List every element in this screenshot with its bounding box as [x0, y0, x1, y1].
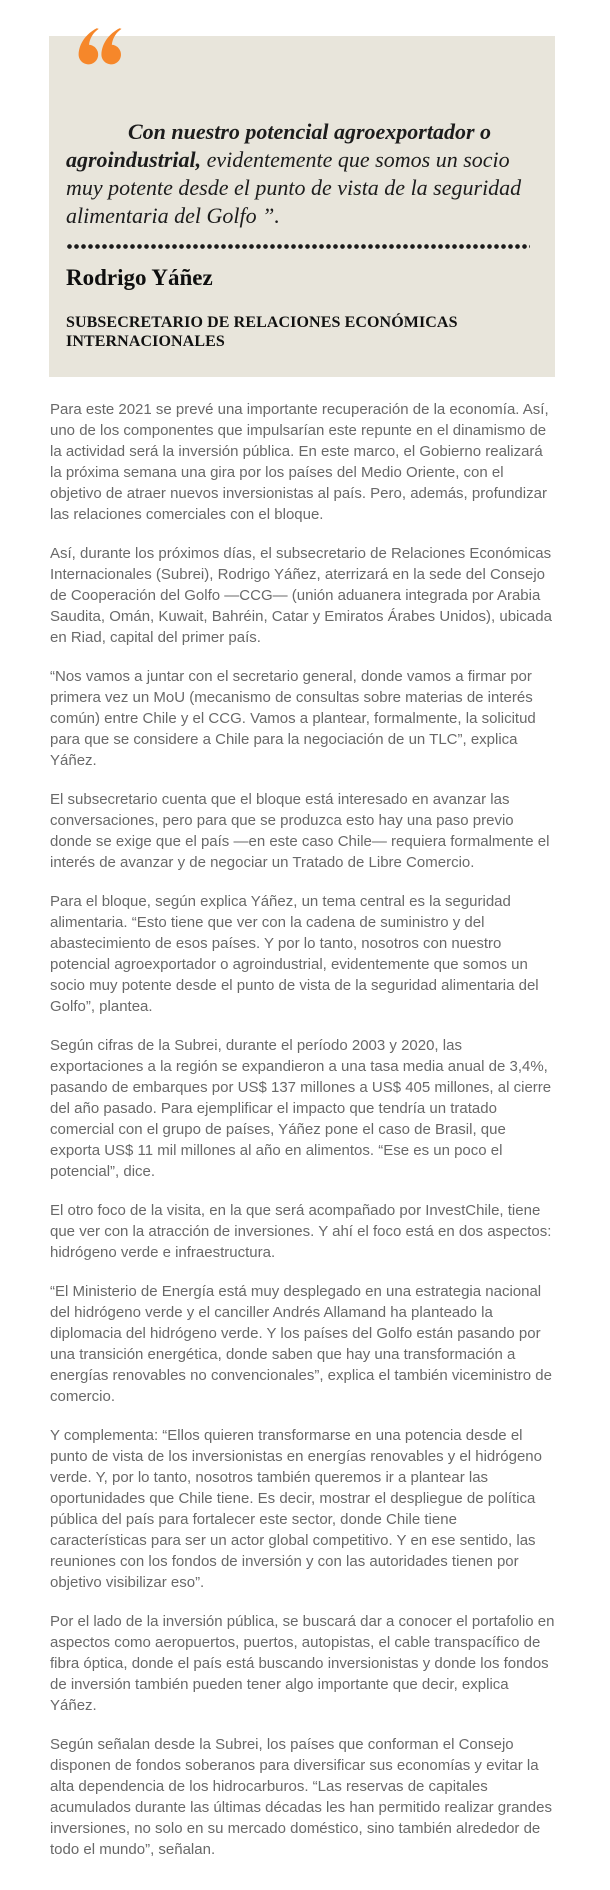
article-paragraph: Según cifras de la Subrei, durante el período 2003 y 2020, las exportaciones a la región se expandieron a una tasa media anual de 3,4%, pasando de embarques por US$ 137 millones a US$ 405 millones, al cierre del año pasado. Para ejemplificar el impacto que tendría un tratado comercial con el grupo de países, Yáñez pone el caso de Brasil, que exporta US$ 11 mil millones al año en alimentos. “Ese es un poco el potencial”, dice.	[50, 1037, 552, 1180]
article-paragraph: Y complementa: “Ellos quieren transformarse en una potencia desde el punto de vista de los inversionistas en energías renovables y el hidrógeno verde. Y, por lo tanto, nosotros también queremos ir a plantear las oportunidades que Chile tiene. Es decir, mostrar el despliegue de política pública del país para fortalecer este sector, donde Chile tiene características para ser un actor global competitivo. Y en ese sentido, las reuniones con los fondos de inversión y con las autoridades tienen por objetivo visibilizar eso”.	[50, 1427, 542, 1591]
article-paragraph: Por el lado de la inversión pública, se buscará dar a conocer el portafolio en aspectos como aeropuertos, puertos, autopistas, el cable transpacífico de fibra óptica, donde el país está buscando inversionistas y donde los fondos de inversión también pueden tener algo importante que decir, explica Yáñez.	[50, 1613, 555, 1714]
opening-quote-icon	[76, 27, 122, 70]
article-paragraph: El subsecretario cuenta que el bloque está interesado en avanzar las conversaciones, pero para que se produzca esto hay una paso previo donde se exige que el país —en este caso Chile— requiera formalmente el interés de avanzar y de negociar un Tratado de Libre Comercio.	[50, 791, 550, 871]
article-paragraph: El otro foco de la visita, en la que será acompañado por InvestChile, tiene que ver con la atracción de inversiones. Y ahí el foco está en dos aspectos: hidrógeno verde e infraestructura.	[50, 1202, 552, 1261]
article-paragraph: “Nos vamos a juntar con el secretario general, donde vamos a firmar por primera vez un MoU (mecanismo de consultas sobre materias de interés común) entre Chile y el CCG. Vamos a plantear, formalmente, la solicitud para que se considere a Chile para la negociación de un TLC”, explica Yáñez.	[50, 668, 536, 769]
quote-author-name: Rodrigo Yáñez	[66, 265, 213, 290]
article-paragraph: Según señalan desde la Subrei, los países que conforman el Consejo disponen de fondos soberanos para diversificar sus economías y evitar la alta dependencia de los hidrocarburos. “Las reservas de capitales acumulados durante las últimas décadas les han permitido realizar grandes inversiones, no solo en su mercado doméstico, sino también alrededor de todo el mundo”, señalan.	[50, 1736, 552, 1858]
article-body	[50, 399, 556, 1860]
dotted-divider	[66, 244, 530, 249]
quote-author-role: SUBSECRETARIO DE RELACIONES ECONÓMICAS INTERNACIONALES	[66, 314, 458, 350]
article-paragraph: Así, durante los próximos días, el subsecretario de Relaciones Económicas Internacionales (Subrei), Rodrigo Yáñez, aterrizará en la sede del Consejo de Cooperación del Golfo —CCG— (unión aduanera integrada por Arabia Saudita, Omán, Kuwait, Bahréin, Catar y Emiratos Árabes Unidos), ubicada en Riad, capital del primer país.	[50, 545, 552, 646]
article-paragraph: Para este 2021 se prevé una importante recuperación de la economía. Así, uno de los componentes que impulsarían este repunte en el dinamismo de la actividad será la inversión pública. En este marco, el Gobierno realizará la próxima semana una gira por los países del Medio Oriente, con el objetivo de atraer nuevos inversionistas al país. Pero, además, profundizar las relaciones comerciales con el bloque.	[50, 401, 549, 523]
quote-text	[66, 118, 530, 230]
quote-text-rest: evidentemente que somos un socio muy potente desde el punto de vista de la seguridad alimentaria del Golfo ”.	[66, 147, 522, 228]
quote-text-emphasis: Con nuestro potencial agroexportador o agroindustrial,	[66, 119, 492, 172]
article-paragraph: Para el bloque, según explica Yáñez, un tema central es la seguridad alimentaria. “Esto tiene que ver con la cadena de suministro y del abastecimiento de esos países. Y por lo tanto, nosotros con nuestro potencial agroexportador o agroindustrial, evidentemente que somos un socio muy potente desde el punto de vista de la seguridad alimentaria del Golfo”, plantea.	[50, 893, 539, 1015]
pull-quote-card	[49, 36, 555, 377]
article-paragraph: “El Ministerio de Energía está muy desplegado en una estrategia nacional del hidrógeno verde y el canciller Andrés Allamand ha planteado la diplomacia del hidrógeno verde. Y los países del Golfo están pasando por una transición energética, donde saben que hay una transformación a energías renovables no convencionales”, explica el también viceministro de comercio.	[50, 1283, 552, 1405]
